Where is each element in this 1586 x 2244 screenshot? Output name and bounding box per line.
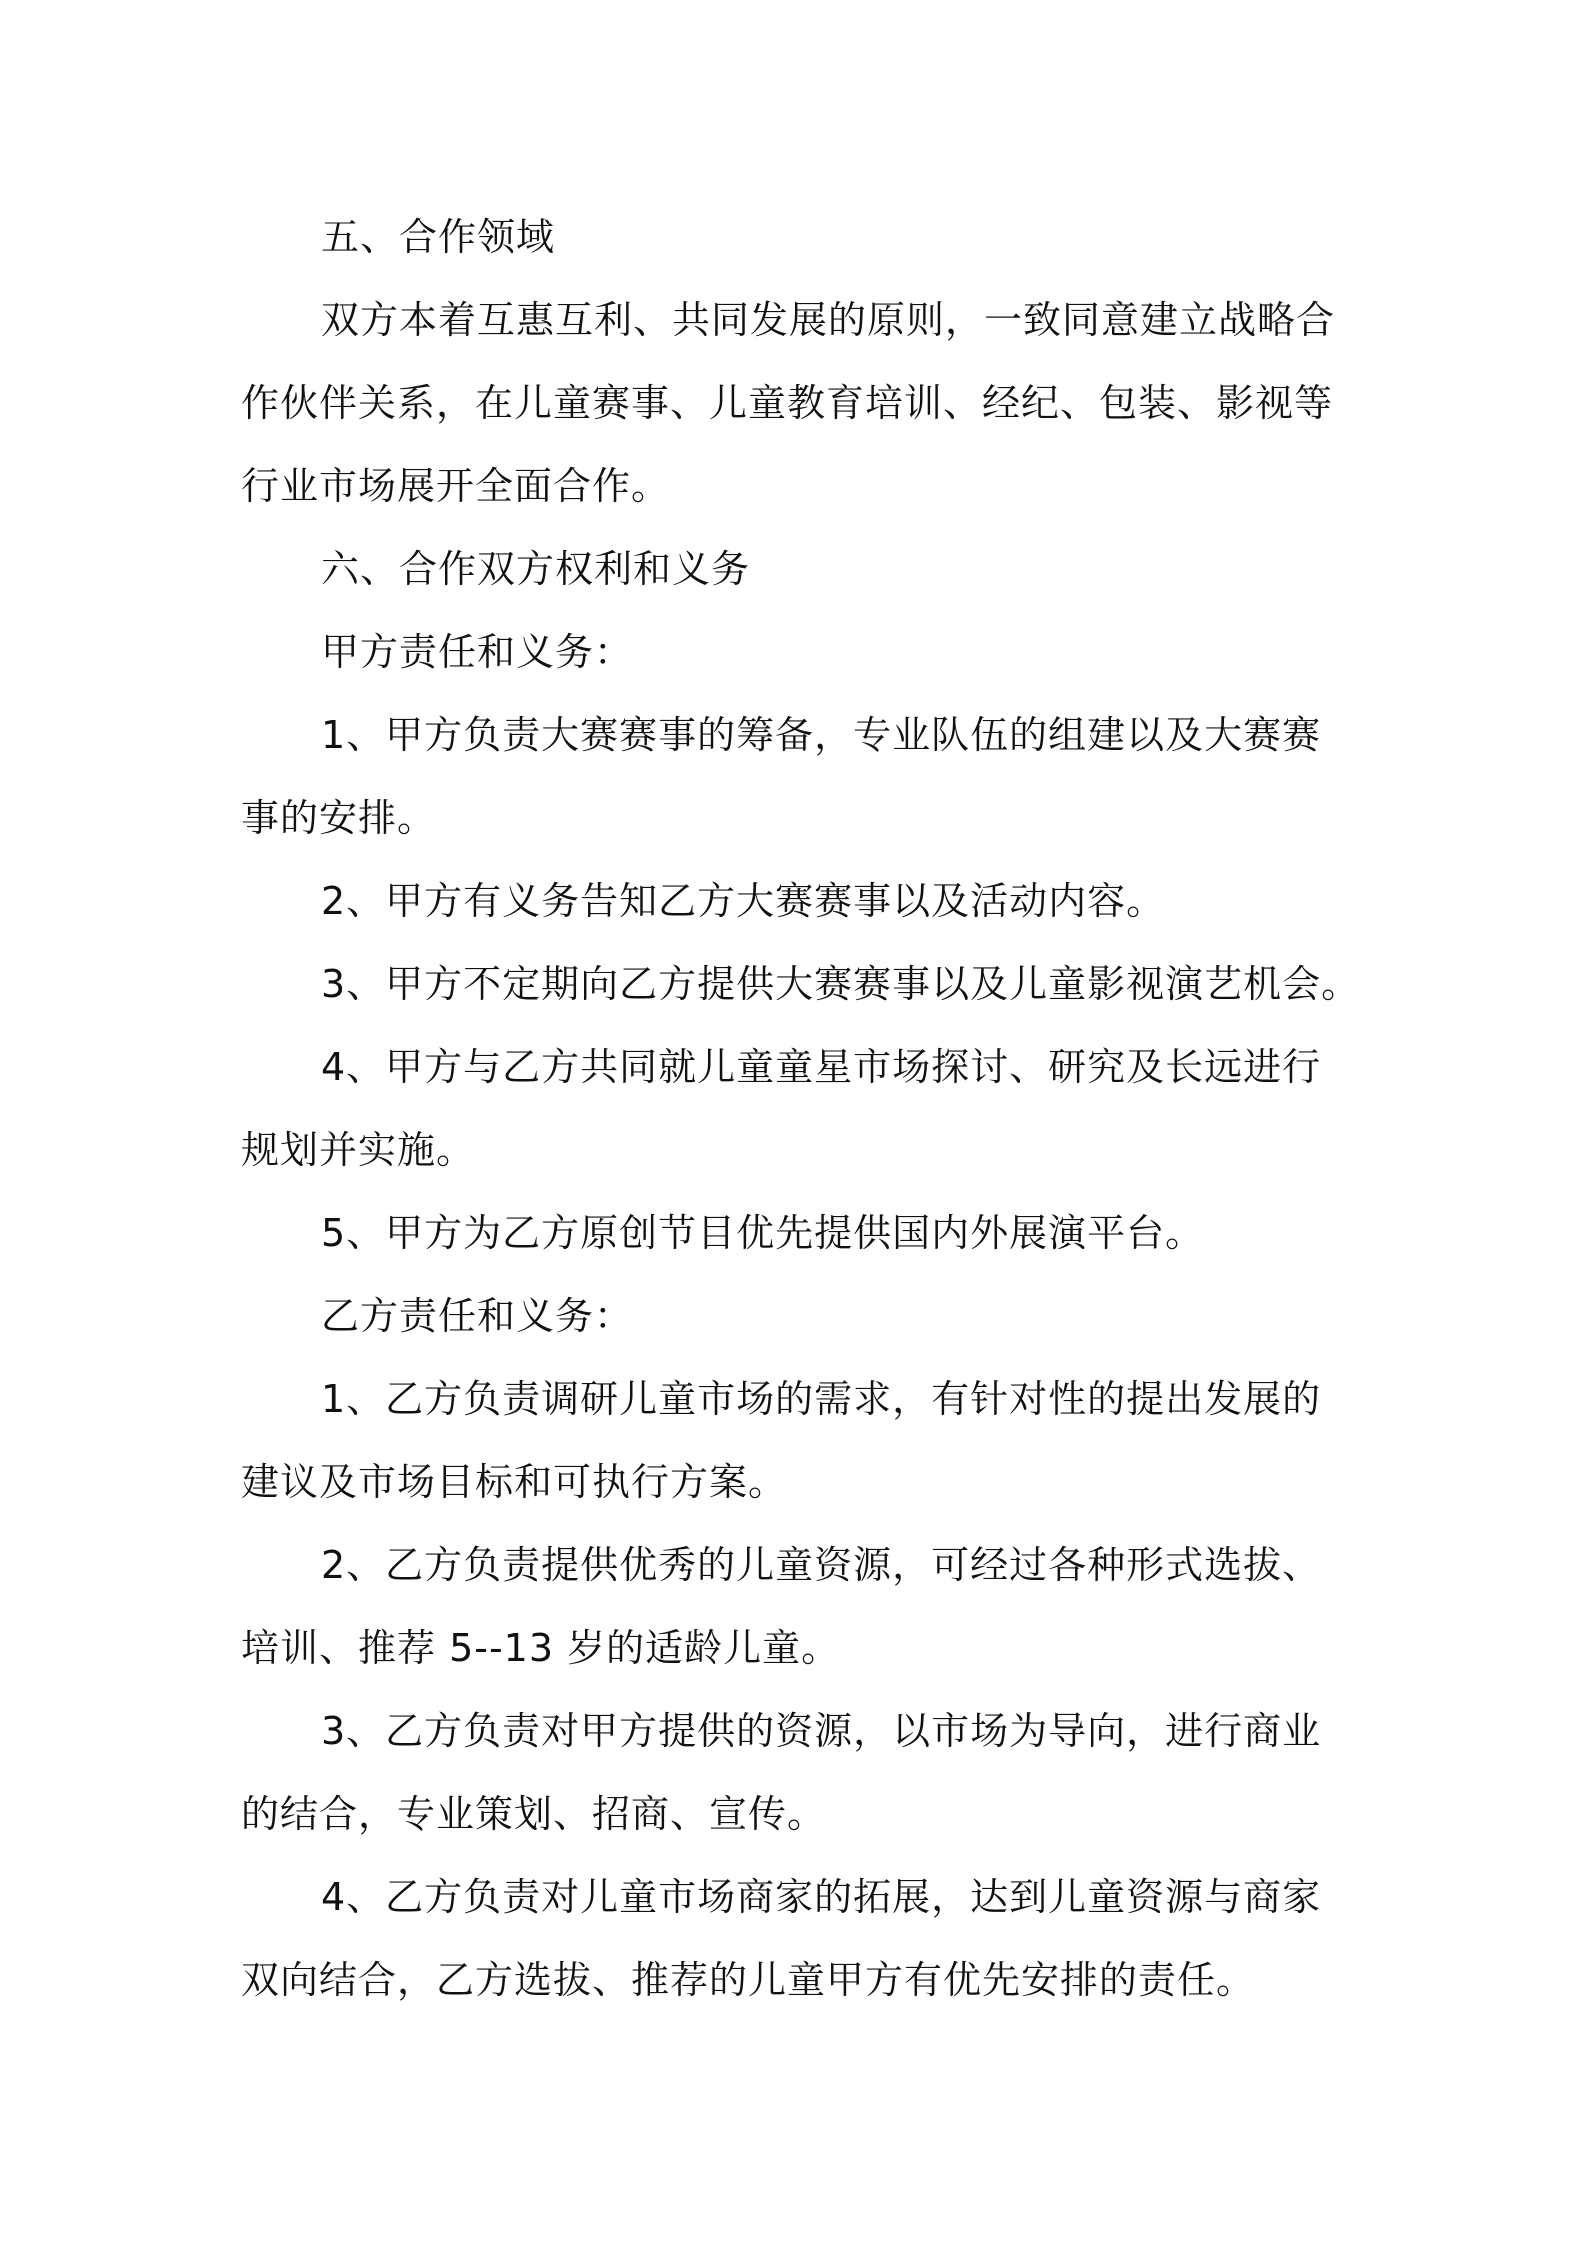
party-a-item-4-line: 规划并实施。 bbox=[241, 1128, 476, 1172]
section-5-heading: 五、合作领域 bbox=[321, 215, 556, 259]
section-5-paragraph-line: 作伙伴关系，在儿童赛事、儿童教育培训、经纪、包装、影视等 bbox=[241, 381, 1334, 425]
party-b-item-1-line: 建议及市场目标和可执行方案。 bbox=[241, 1460, 788, 1504]
party-b-item-4-line: 双向结合，乙方选拔、推荐的儿童甲方有优先安排的责任。 bbox=[241, 1958, 1256, 2002]
party-a-item-1-line: 1、甲方负责大赛赛事的筹备，专业队伍的组建以及大赛赛 bbox=[321, 713, 1322, 757]
party-b-item-3-line: 的结合，专业策划、招商、宣传。 bbox=[241, 1792, 827, 1836]
party-b-item-4-line: 4、乙方负责对儿童市场商家的拓展，达到儿童资源与商家 bbox=[321, 1875, 1322, 1919]
party-a-item-3-line: 3、甲方不定期向乙方提供大赛赛事以及儿童影视演艺机会。 bbox=[321, 962, 1361, 1006]
party-a-item-2-line: 2、甲方有义务告知乙方大赛赛事以及活动内容。 bbox=[321, 879, 1166, 923]
section-6-heading: 六、合作双方权利和义务 bbox=[321, 547, 751, 591]
party-a-item-1-line: 事的安排。 bbox=[241, 796, 437, 840]
section-5-paragraph-line: 双方本着互惠互利、共同发展的原则，一致同意建立战略合 bbox=[321, 298, 1336, 342]
document-body bbox=[241, 196, 1361, 2022]
party-b-item-2-line: 2、乙方负责提供优秀的儿童资源，可经过各种形式选拔、 bbox=[321, 1543, 1322, 1587]
party-a-heading: 甲方责任和义务： bbox=[321, 630, 634, 674]
party-a-item-4-line: 4、甲方与乙方共同就儿童童星市场探讨、研究及长远进行 bbox=[321, 1045, 1322, 1089]
section-5-paragraph-line: 行业市场展开全面合作。 bbox=[241, 464, 671, 508]
party-a-item-5-line: 5、甲方为乙方原创节目优先提供国内外展演平台。 bbox=[321, 1211, 1205, 1255]
party-b-item-2-line: 培训、推荐 5--13 岁的适龄儿童。 bbox=[241, 1626, 841, 1670]
party-b-item-1-line: 1、乙方负责调研儿童市场的需求，有针对性的提出发展的 bbox=[321, 1377, 1322, 1421]
party-b-heading: 乙方责任和义务： bbox=[321, 1294, 634, 1338]
party-b-item-3-line: 3、乙方负责对甲方提供的资源，以市场为导向，进行商业 bbox=[321, 1709, 1322, 1753]
